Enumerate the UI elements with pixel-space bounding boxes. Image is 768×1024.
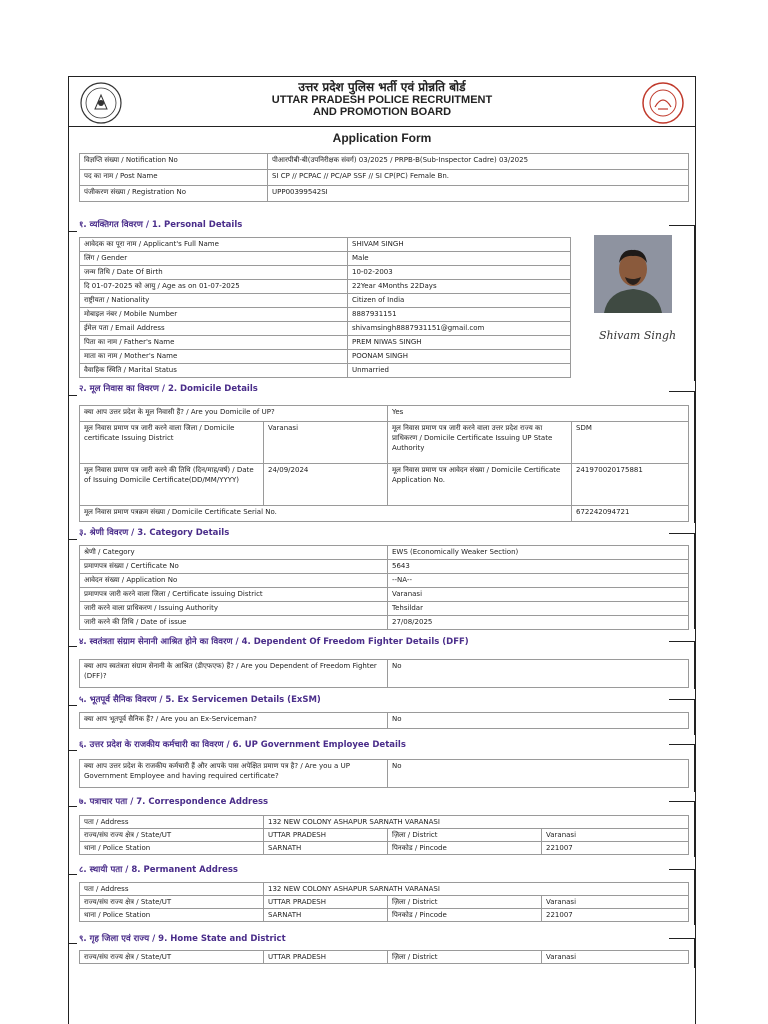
mother-name-value: POONAM SINGH: [348, 350, 571, 364]
gender-value: Male: [348, 252, 571, 266]
table-row: [80, 506, 689, 522]
table-row: [80, 266, 571, 280]
mother-name-label: माता का नाम / Mother's Name: [80, 350, 348, 364]
category-value: EWS (Economically Weaker Section): [388, 546, 689, 560]
domicile-details-table: [79, 405, 689, 522]
dff-details-table: [79, 659, 689, 688]
domicile-district-value: Varanasi: [264, 422, 388, 464]
father-name-label: पिता का नाम / Father's Name: [80, 336, 348, 350]
perm-police-value: SARNATH: [264, 909, 388, 922]
perm-state-value: UTTAR PRADESH: [264, 896, 388, 909]
table-row: [80, 170, 689, 186]
table-row: [80, 760, 689, 788]
date-of-issue-value: 27/08/2025: [388, 616, 689, 630]
domicile-authority-label: मूल निवास प्रमाण पत्र जारी करने वाला उत्तर प्रदेश राज्य का प्राधिकरण / Domicile Certificate Issuing UP State Authority: [388, 422, 572, 464]
section-correspondence-heading: ७. पत्राचार पता / 7. Correspondence Address: [79, 797, 269, 807]
table-row: [80, 336, 571, 350]
dob-label: जन्म तिथि / Date Of Birth: [80, 266, 348, 280]
post-name-value: SI CP // PCPAC // PC/AP SSF // SI CP(PC) Female Bn.: [268, 170, 689, 186]
section-domicile-heading: २. मूल निवास का विवरण / 2. Domicile Details: [79, 384, 258, 394]
table-row: [80, 546, 689, 560]
table-row: [80, 322, 571, 336]
exsm-question: क्या आप भूतपूर्व सैनिक हैं? / Are you an Ex-Serviceman?: [80, 713, 388, 729]
mobile-label: मोबाइल नंबर / Mobile Number: [80, 308, 348, 322]
perm-pincode-value: 221007: [542, 909, 689, 922]
table-row: [80, 294, 571, 308]
table-row: [80, 588, 689, 602]
section-dff-heading: ४. स्वतंत्रता संग्राम सेनानी आश्रित होने का विवरण / 4. Dependent Of Freedom Fighter Details (DFF): [79, 637, 469, 647]
table-row: [80, 829, 689, 842]
domicile-date-value: 24/09/2024: [264, 464, 388, 506]
domicile-up-question: क्या आप उत्तर प्रदेश के मूल निवासी हैं? / Are you Domicile of UP?: [80, 406, 388, 422]
certificate-no-value: 5643: [388, 560, 689, 574]
upgov-details-table: [79, 759, 689, 788]
table-row: [80, 252, 571, 266]
applicant-signature: Shivam Singh: [599, 329, 677, 342]
section-permanent-heading: ८. स्थायी पता / 8. Permanent Address: [79, 865, 238, 875]
permanent-address-table: [79, 882, 689, 922]
section-upgov-heading: ६. उत्तर प्रदेश के राजकीय कर्मचारी का विवरण / 6. UP Government Employee Details: [79, 740, 406, 750]
form-title: Application Form: [332, 131, 432, 145]
table-row: [80, 574, 689, 588]
issuing-district-value: Varanasi: [388, 588, 689, 602]
upgov-question: क्या आप उत्तर प्रदेश के राजकीय कर्मचारी हैं और आपके पास अपेक्षित प्रमाण पत्र है? / Are you a UP Government Employee and having required certificate?: [80, 760, 388, 788]
corr-address-value: 132 NEW COLONY ASHAPUR SARNATH VARANASI: [264, 816, 689, 829]
dff-answer: No: [388, 660, 689, 688]
board-title-english-1: UTTAR PRADESH POLICE RECRUITMENT: [271, 94, 493, 106]
table-row: [80, 406, 689, 422]
nationality-value: Citizen of India: [348, 294, 571, 308]
dff-question: क्या आप स्वतंत्रता संग्राम सेनानी के आश्रित (डीएफएफ) हैं? / Are you Dependent of Freedom Fighter (DFF)?: [80, 660, 388, 688]
table-row: [80, 422, 689, 464]
table-row: [80, 951, 689, 964]
corr-address-label: पता / Address: [80, 816, 264, 829]
issuing-district-label: प्रमाणपत्र जारी करने वाला जिला / Certificate issuing District: [80, 588, 388, 602]
home-state-value: UTTAR PRADESH: [264, 951, 388, 964]
exsm-details-table: [79, 712, 689, 729]
perm-address-value: 132 NEW COLONY ASHAPUR SARNATH VARANASI: [264, 883, 689, 896]
form-header: [69, 77, 695, 127]
up-government-seal-icon: [641, 81, 685, 125]
section-exsm-heading: ५. भूतपूर्व सैनिक विवरण / 5. Ex Servicemen Details (ExSM): [79, 695, 321, 705]
age-value: 22Year 4Months 22Days: [348, 280, 571, 294]
table-row: [80, 364, 571, 378]
marital-status-value: Unmarried: [348, 364, 571, 378]
category-details-table: [79, 545, 689, 630]
personal-details-table: [79, 237, 571, 378]
corr-pincode-value: 221007: [542, 842, 689, 855]
notification-label: विज्ञप्ति संख्या / Notification No: [80, 154, 268, 170]
post-name-label: पद का नाम / Post Name: [80, 170, 268, 186]
perm-police-label: थाना / Police Station: [80, 909, 264, 922]
corr-police-value: SARNATH: [264, 842, 388, 855]
corr-district-label: ज़िला / District: [388, 829, 542, 842]
registration-label: पंजीकरण संख्या / Registration No: [80, 186, 268, 202]
applicant-portrait-icon: [594, 235, 672, 313]
domicile-date-label: मूल निवास प्रमाण पत्र जारी करने की तिथि (दिन/माह/वर्ष) / Date of Issuing Domicile Certificate(DD/MM/YYYY): [80, 464, 264, 506]
perm-district-value: Varanasi: [542, 896, 689, 909]
certificate-no-label: प्रमाणपत्र संख्या / Certificate No: [80, 560, 388, 574]
home-district-label: ज़िला / District: [388, 951, 542, 964]
section-personal-heading: १. व्यक्तिगत विवरण / 1. Personal Details: [79, 220, 243, 230]
board-title-hindi: उत्तर प्रदेश पुलिस भर्ती एवं प्रोन्नति बोर्ड: [298, 80, 466, 94]
full-name-value: SHIVAM SINGH: [348, 238, 571, 252]
upgov-answer: No: [388, 760, 689, 788]
perm-district-label: ज़िला / District: [388, 896, 542, 909]
domicile-authority-value: SDM: [572, 422, 689, 464]
table-row: [80, 816, 689, 829]
table-row: [80, 280, 571, 294]
table-row: [80, 713, 689, 729]
perm-state-label: राज्य/संघ राज्य क्षेत्र / State/UT: [80, 896, 264, 909]
issuing-authority-label: जारी करने वाला प्राधिकरण / Issuing Authority: [80, 602, 388, 616]
domicile-appno-label: मूल निवास प्रमाण पत्र आवेदन संख्या / Domicile Certificate Application No.: [388, 464, 572, 506]
home-district-value: Varanasi: [542, 951, 689, 964]
section-category-heading: ३. श्रेणी विवरण / 3. Category Details: [79, 528, 230, 538]
corr-police-label: थाना / Police Station: [80, 842, 264, 855]
category-label: श्रेणी / Category: [80, 546, 388, 560]
application-no-label: आवेदन संख्या / Application No: [80, 574, 388, 588]
domicile-appno-value: 241970020175881: [572, 464, 689, 506]
table-row: [80, 842, 689, 855]
application-no-value: --NA--: [388, 574, 689, 588]
gender-label: लिंग / Gender: [80, 252, 348, 266]
email-label: ईमेल पता / Email Address: [80, 322, 348, 336]
corr-district-value: Varanasi: [542, 829, 689, 842]
section-home-heading: ९. गृह जिला एवं राज्य / 9. Home State and District: [79, 934, 286, 944]
issuing-authority-value: Tehsildar: [388, 602, 689, 616]
corr-pincode-label: पिनकोड / Pincode: [388, 842, 542, 855]
age-label: दि 01-07-2025 को आयु / Age as on 01-07-2025: [80, 280, 348, 294]
table-row: [80, 909, 689, 922]
table-row: [80, 308, 571, 322]
table-row: [80, 616, 689, 630]
nationality-label: राष्ट्रीयता / Nationality: [80, 294, 348, 308]
domicile-serial-value: 672242094721: [572, 506, 689, 522]
date-of-issue-label: जारी करने की तिथि / Date of issue: [80, 616, 388, 630]
marital-status-label: वैवाहिक स्थिति / Marital Status: [80, 364, 348, 378]
table-row: [80, 896, 689, 909]
email-value: shivamsingh8887931151@gmail.com: [348, 322, 571, 336]
table-row: [80, 186, 689, 202]
applicant-photo: [594, 235, 672, 313]
domicile-up-answer: Yes: [388, 406, 689, 422]
domicile-serial-label: मूल निवास प्रमाण पत्रक्रम संख्या / Domicile Certificate Serial No.: [80, 506, 572, 522]
exsm-answer: No: [388, 713, 689, 729]
registration-value: UPP00399542SI: [268, 186, 689, 202]
table-row: [80, 560, 689, 574]
mobile-value: 8887931151: [348, 308, 571, 322]
corr-state-value: UTTAR PRADESH: [264, 829, 388, 842]
notification-value: पीआरपीबी-बी(उपनिरीक्षक संवर्ग) 03/2025 / PRPB-B(Sub-Inspector Cadre) 03/2025: [268, 154, 689, 170]
correspondence-address-table: [79, 815, 689, 855]
full-name-label: आवेदक का पूरा नाम / Applicant's Full Name: [80, 238, 348, 252]
table-row: [80, 238, 571, 252]
corr-state-label: राज्य/संघ राज्य क्षेत्र / State/UT: [80, 829, 264, 842]
board-title-english-2: AND PROMOTION BOARD: [312, 106, 452, 118]
domicile-district-label: मूल निवास प्रमाण पत्र जारी करने वाला जिला / Domicile certificate Issuing District: [80, 422, 264, 464]
table-row: [80, 154, 689, 170]
table-row: [80, 660, 689, 688]
dob-value: 10-02-2003: [348, 266, 571, 280]
application-form-page: [68, 76, 696, 1024]
table-row: [80, 883, 689, 896]
home-state-table: [79, 950, 689, 964]
home-state-label: राज्य/संघ राज्य क्षेत्र / State/UT: [80, 951, 264, 964]
notification-info-table: [79, 153, 689, 202]
father-name-value: PREM NIWAS SINGH: [348, 336, 571, 350]
table-row: [80, 350, 571, 364]
perm-pincode-label: पिनकोड / Pincode: [388, 909, 542, 922]
perm-address-label: पता / Address: [80, 883, 264, 896]
table-row: [80, 602, 689, 616]
table-row: [80, 464, 689, 506]
